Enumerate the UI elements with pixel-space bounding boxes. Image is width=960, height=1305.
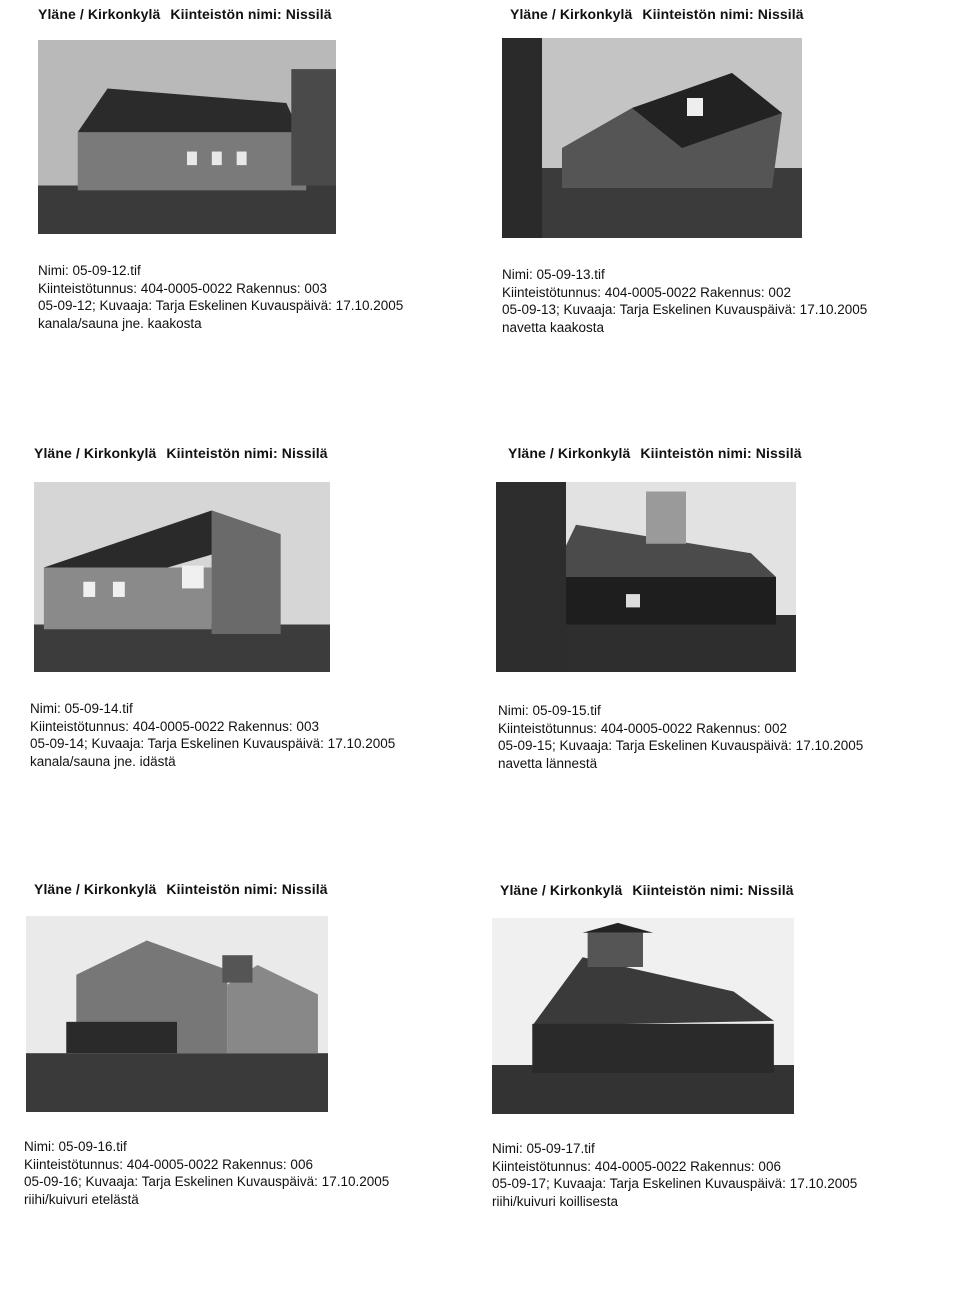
building-photo xyxy=(496,482,796,672)
photo-description: kanala/sauna jne. kaakosta xyxy=(38,315,202,331)
photo-info: 05-09-13; Kuvaaja: Tarja Eskelinen Kuvauspäivä: 17.10.2005 xyxy=(502,302,868,317)
photo-info: 05-09-17; Kuvaaja: Tarja Eskelinen Kuvauspäivä: 17.10.2005 xyxy=(492,1176,858,1191)
property-id: Kiinteistötunnus: 404-0005-0022 Rakennus: 002 xyxy=(502,284,791,300)
property-name: Kiinteistön nimi: Nissilä xyxy=(166,881,328,897)
photo-info: 05-09-14; Kuvaaja: Tarja Eskelinen Kuvauspäivä: 17.10.2005 xyxy=(30,736,396,751)
place-name: Yläne / Kirkonkylä xyxy=(500,882,623,898)
property-name: Kiinteistön nimi: Nissilä xyxy=(170,6,332,22)
photo-description: riihi/kuivuri koillisesta xyxy=(492,1193,619,1209)
property-id: Kiinteistötunnus: 404-0005-0022 Rakennus: 003 xyxy=(38,280,327,296)
file-name: Nimi: 05-09-12.tif xyxy=(38,263,141,278)
property-name: Kiinteistön nimi: Nissilä xyxy=(632,882,794,898)
place-name: Yläne / Kirkonkylä xyxy=(510,6,633,22)
file-name: Nimi: 05-09-17.tif xyxy=(492,1141,595,1156)
entry-header xyxy=(38,6,332,22)
place-name: Yläne / Kirkonkylä xyxy=(38,6,161,22)
photo-info: 05-09-16; Kuvaaja: Tarja Eskelinen Kuvauspäivä: 17.10.2005 xyxy=(24,1174,390,1189)
photo-caption xyxy=(24,1138,389,1208)
photo-caption xyxy=(492,1140,857,1210)
photo-description: navetta lännestä xyxy=(498,755,598,771)
property-id: Kiinteistötunnus: 404-0005-0022 Rakennus: 002 xyxy=(498,720,787,736)
place-name: Yläne / Kirkonkylä xyxy=(508,445,631,461)
photo-caption xyxy=(30,700,395,770)
building-photo xyxy=(38,40,336,234)
file-name: Nimi: 05-09-13.tif xyxy=(502,267,605,282)
property-name: Kiinteistön nimi: Nissilä xyxy=(642,6,804,22)
building-photo xyxy=(492,918,794,1114)
entry-header xyxy=(510,6,804,22)
entry-header xyxy=(508,445,802,461)
file-name: Nimi: 05-09-14.tif xyxy=(30,701,133,716)
photo-caption xyxy=(498,702,863,772)
file-name: Nimi: 05-09-15.tif xyxy=(498,703,601,718)
photo-description: navetta kaakosta xyxy=(502,319,605,335)
building-photo xyxy=(502,38,802,238)
property-name: Kiinteistön nimi: Nissilä xyxy=(640,445,802,461)
entry-header xyxy=(500,882,794,898)
place-name: Yläne / Kirkonkylä xyxy=(34,445,157,461)
photo-info: 05-09-15; Kuvaaja: Tarja Eskelinen Kuvauspäivä: 17.10.2005 xyxy=(498,738,864,753)
property-id: Kiinteistötunnus: 404-0005-0022 Rakennus: 006 xyxy=(24,1156,313,1172)
photo-description: kanala/sauna jne. idästä xyxy=(30,753,176,769)
property-id: Kiinteistötunnus: 404-0005-0022 Rakennus: 003 xyxy=(30,718,319,734)
file-name: Nimi: 05-09-16.tif xyxy=(24,1139,127,1154)
building-photo xyxy=(34,482,330,672)
entry-header xyxy=(34,445,328,461)
entry-header xyxy=(34,881,328,897)
building-photo xyxy=(26,916,328,1112)
place-name: Yläne / Kirkonkylä xyxy=(34,881,157,897)
photo-description: riihi/kuivuri etelästä xyxy=(24,1191,139,1207)
property-name: Kiinteistön nimi: Nissilä xyxy=(166,445,328,461)
photo-info: 05-09-12; Kuvaaja: Tarja Eskelinen Kuvauspäivä: 17.10.2005 xyxy=(38,298,404,313)
property-id: Kiinteistötunnus: 404-0005-0022 Rakennus: 006 xyxy=(492,1158,781,1174)
photo-caption xyxy=(38,262,403,332)
photo-caption xyxy=(502,266,867,336)
